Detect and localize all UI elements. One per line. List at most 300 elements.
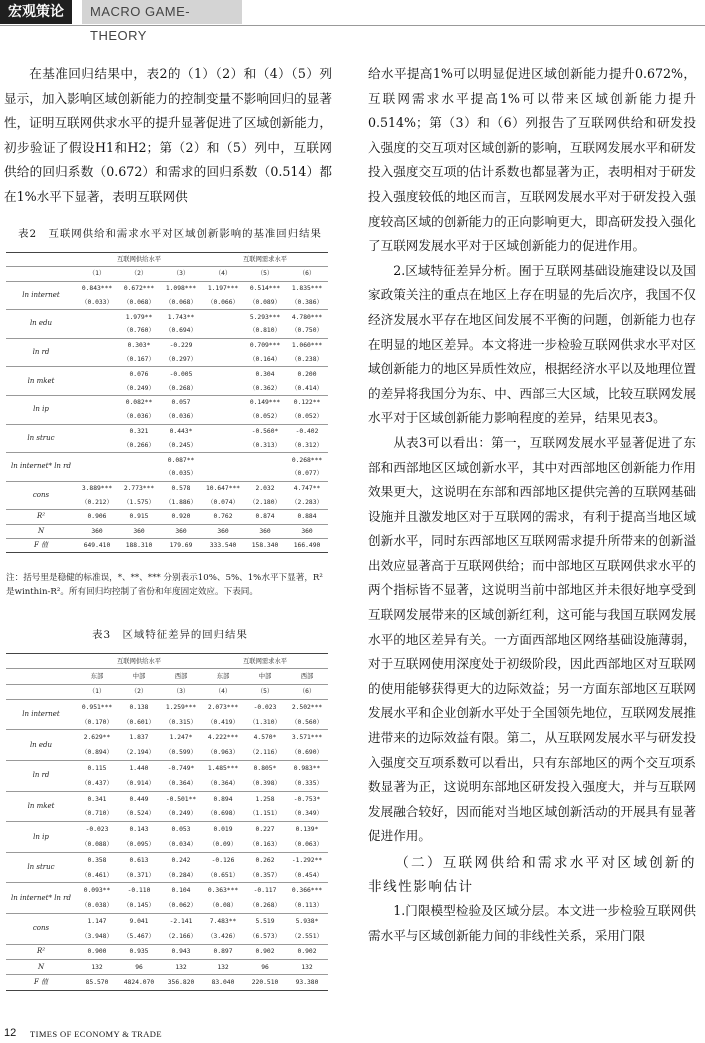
std-error-cell: （0.284） — [165, 871, 197, 879]
coefficient-cell: 0.578 — [160, 481, 202, 495]
std-error-cell: （0.362） — [249, 384, 281, 392]
stat-label: R² — [6, 510, 76, 524]
table-row — [6, 822, 328, 837]
coefficient-cell: 5.938* — [286, 914, 328, 929]
coefficient-cell: 4.747** — [286, 481, 328, 495]
std-error-cell: （0.066） — [207, 298, 239, 306]
row-label: cons — [6, 914, 76, 945]
std-error-cell: （2.194） — [123, 749, 155, 757]
table3-caption: 表3 区域特征差异的回归结果 — [92, 629, 248, 641]
coefficient-cell: 0.082** — [118, 395, 160, 409]
std-error-cell: （0.398） — [249, 779, 281, 787]
std-error-cell: （0.068） — [165, 298, 197, 306]
coefficient-cell: 0.093** — [76, 883, 118, 898]
std-error-cell: （2.283） — [291, 498, 323, 506]
std-error-cell: （2.180） — [249, 498, 281, 506]
table-column-header — [6, 267, 328, 281]
std-error-cell: （0.088） — [81, 840, 113, 848]
std-error-cell: （0.074） — [207, 498, 239, 506]
left-text — [4, 62, 332, 210]
page-header — [0, 0, 705, 43]
std-error-cell: （0.249） — [123, 384, 155, 392]
std-error-cell: （0.414） — [291, 384, 323, 392]
coefficient-cell: 0.104 — [160, 883, 202, 898]
coefficient-cell — [76, 395, 118, 409]
std-error-cell: （0.371） — [123, 871, 155, 879]
coefficient-cell: 0.613 — [118, 852, 160, 867]
std-error-cell: （1.575） — [123, 498, 155, 506]
coefficient-cell: 0.087** — [160, 453, 202, 467]
coefficient-cell: 1.147 — [76, 914, 118, 929]
std-error-cell: （0.113） — [291, 902, 323, 910]
stat-cell: 96 — [118, 959, 160, 974]
std-error-cell: （0.760） — [123, 327, 155, 335]
std-error-cell: （2.116） — [249, 749, 281, 757]
stat-cell: 188.310 — [118, 538, 160, 552]
stat-cell: 132 — [202, 959, 244, 974]
section-title-en: MACRO GAME-THEORY — [82, 0, 242, 24]
group-header: 互联网需求水平 — [202, 654, 328, 669]
std-error-cell: （0.914） — [123, 779, 155, 787]
std-error-cell — [76, 438, 118, 452]
std-error-cell: （0.963） — [207, 749, 239, 757]
coefficient-cell: 0.303* — [118, 338, 160, 352]
coefficient-cell: 10.647*** — [202, 481, 244, 495]
table-stat-row — [6, 975, 328, 990]
std-error-cell — [202, 324, 244, 338]
table-group-header — [6, 253, 328, 267]
coefficient-cell: 4.570* — [244, 730, 286, 745]
stat-cell: 360 — [244, 524, 286, 538]
coefficient-cell: 0.443* — [160, 424, 202, 438]
coefficient-cell: 0.143 — [118, 822, 160, 837]
std-error-cell: （1.886） — [165, 498, 197, 506]
coefficient-cell — [76, 367, 118, 381]
coefficient-cell: 1.197*** — [202, 281, 244, 295]
coefficient-cell: 7.483** — [202, 914, 244, 929]
coefficient-cell: 0.138 — [118, 699, 160, 714]
section-tag: 宏观策论 — [0, 0, 72, 24]
coefficient-cell: 4.780*** — [286, 310, 328, 324]
coefficient-cell: 0.843*** — [76, 281, 118, 295]
column-header: （5） — [244, 684, 286, 699]
std-error-cell — [202, 381, 244, 395]
header-rule — [0, 25, 705, 26]
table-row — [6, 424, 328, 438]
coefficient-cell: 0.709*** — [244, 338, 286, 352]
std-error-cell: （0.524） — [123, 810, 155, 818]
std-error-cell: （0.245） — [165, 441, 197, 449]
coefficient-cell: 0.363*** — [202, 883, 244, 898]
coefficient-cell: 0.019 — [202, 822, 244, 837]
std-error-cell: （0.077） — [291, 470, 323, 478]
std-error-cell: （0.335） — [291, 779, 323, 787]
group-header: 互联网需求水平 — [202, 253, 328, 267]
row-label: ln mket — [6, 367, 76, 396]
region-header: 中部 — [244, 669, 286, 684]
column-header: （6） — [286, 684, 328, 699]
stat-cell: 0.902 — [244, 944, 286, 959]
table3 — [6, 653, 328, 991]
stat-cell: 0.906 — [76, 510, 118, 524]
std-error-cell: （0.357） — [249, 871, 281, 879]
std-error-cell: （0.09） — [209, 840, 237, 848]
right-paragraph-3: 从表3可以看出：第一，互联网发展水平显著促进了东部和西部地区区域创新水平，其中对西部地区创新能力作用效果更大，这说明在东部和西部地区提供完善的互联网基础设施并且激发地区对于互联网的需求，有利于提高当地区域创新水平，同时东西部地区互联网需求提升所带来的创新溢出效应显著高于互联网供给；而中部地区互联网供求水平的两个指标皆不显著，这说明当前中部地区并未很好地享受到互联网发展带来的区域创新红利，这可能与我国互联网发展水平的地区差异有关。一方面西部地区网络基础设施薄弱，对于互联网使用深度处于初级阶段，因此西部地区对互联网的使用能够获得更大的边际效益；另一方面东部地区互联网发展水平和企业创新水平处于全国领先地位，互联网发展推进带来的边际效益有限。第二，从互联网发展水平与研发投入强度交互项系数可以看出，只有东部地区的两个交互项系数显著为正，这说明东部地区研发投入强度大，并与互联网发展融合较好，因而能对当地区域创新活动的开展具有显著促进作用。 — [368, 434, 696, 844]
section-heading: （二）互联网供给和需求水平对区域创新的非线性影响估计 — [368, 855, 696, 895]
stat-cell: 356.820 — [160, 975, 202, 990]
coefficient-cell: 0.227 — [244, 822, 286, 837]
journal-name: TIMES OF ECONOMY & TRADE — [30, 1029, 162, 1039]
coefficient-cell: 1.247* — [160, 730, 202, 745]
stat-cell: 0.897 — [202, 944, 244, 959]
stat-cell: 0.902 — [286, 944, 328, 959]
row-label: ln internet* ln rd — [6, 883, 76, 914]
coefficient-cell: 0.983** — [286, 761, 328, 776]
std-error-cell: （5.467） — [123, 932, 155, 940]
table-row — [6, 730, 328, 745]
coefficient-cell: 1.440 — [118, 761, 160, 776]
column-header: （4） — [202, 684, 244, 699]
stat-cell: 0.915 — [118, 510, 160, 524]
stat-cell: 83.040 — [202, 975, 244, 990]
column-header: （2） — [118, 684, 160, 699]
stat-cell: 0.884 — [286, 510, 328, 524]
std-error-cell — [202, 353, 244, 367]
right-text — [368, 62, 696, 948]
column-header: （3） — [160, 267, 202, 281]
coefficient-cell: 1.259*** — [160, 699, 202, 714]
coefficient-cell — [244, 453, 286, 467]
std-error-cell: （0.454） — [291, 871, 323, 879]
std-error-cell: （0.599） — [165, 749, 197, 757]
stat-cell: 85.570 — [76, 975, 118, 990]
stat-label: F 值 — [6, 538, 76, 552]
table-stat-row — [6, 524, 328, 538]
coefficient-cell: 0.341 — [76, 791, 118, 806]
coefficient-cell — [202, 310, 244, 324]
coefficient-cell: 0.262 — [244, 852, 286, 867]
row-label: ln edu — [6, 310, 76, 339]
coefficient-cell: 4.222*** — [202, 730, 244, 745]
coefficient-cell: 1.485*** — [202, 761, 244, 776]
std-error-cell — [76, 353, 118, 367]
coefficient-cell: -1.292** — [286, 852, 328, 867]
std-error-cell: （0.212） — [81, 498, 113, 506]
table-stat-row — [6, 538, 328, 552]
std-error-cell: （1.310） — [249, 718, 281, 726]
row-label: ln mket — [6, 791, 76, 822]
stat-cell: 0.900 — [76, 944, 118, 959]
std-error-cell: （0.266） — [123, 441, 155, 449]
std-error-cell: （0.750） — [291, 327, 323, 335]
right-paragraph-2: 2.区域特征差异分析。囿于互联网基础设施建设以及国家政策关注的重点在地区上存在明显的先后次序，我国不仅经济发展水平存在地区间发展不平衡的问题，创新能力也存在明显的地区差异。本文将进一步检验互联网供求水平对区域创新能力的地区异质性效应，根据经济水平以及地理位置的差异将我国分为东、中、西部三大区域，比较互联网发展水平对于区域创新能力影响程度的差异，结果见表3。 — [368, 262, 696, 426]
coefficient-cell: 2.073*** — [202, 699, 244, 714]
coefficient-cell: -0.749* — [160, 761, 202, 776]
std-error-cell — [76, 410, 118, 424]
std-error-cell: （0.063） — [291, 840, 323, 848]
table2-note: 注：括号里是稳健的标准误，*、**、*** 分别表示10%、5%、1%水平下显著，R²是winthin-R²。所有回归均控制了省份和年度固定效应。下表同。 — [6, 573, 323, 597]
coefficient-cell: 2.629** — [76, 730, 118, 745]
coefficient-cell: 1.098*** — [160, 281, 202, 295]
stat-cell: 0.874 — [244, 510, 286, 524]
std-error-cell — [76, 324, 118, 338]
stat-cell: 93.380 — [286, 975, 328, 990]
coefficient-cell: 3.571*** — [286, 730, 328, 745]
std-error-cell: （2.551） — [291, 932, 323, 940]
stat-cell: 0.935 — [118, 944, 160, 959]
std-error-cell: （0.268） — [165, 384, 197, 392]
table-row — [6, 481, 328, 495]
std-error-cell: （0.033） — [81, 298, 113, 306]
table-stub — [6, 253, 76, 267]
table2 — [6, 252, 328, 553]
column-header: （3） — [160, 684, 202, 699]
std-error-cell: （0.694） — [165, 327, 197, 335]
stat-cell: 4824.070 — [118, 975, 160, 990]
stat-cell: 220.510 — [244, 975, 286, 990]
region-header: 东部 — [76, 669, 118, 684]
coefficient-cell: 0.805* — [244, 761, 286, 776]
table-stub — [6, 684, 76, 699]
coefficient-cell: 2.773*** — [118, 481, 160, 495]
std-error-cell: （0.036） — [123, 413, 155, 421]
std-error-cell: （0.651） — [207, 871, 239, 879]
stat-cell: 0.943 — [160, 944, 202, 959]
table-row — [6, 310, 328, 324]
table-stat-row — [6, 510, 328, 524]
left-paragraph: 在基准回归结果中，表2的（1）（2）和（4）（5）列显示，加入影响区域创新能力的控制变量不影响回归的显著性，证明互联网供求水平的提升显著促进了区域创新能力，初步验证了假设H1和H2；第（2）和（5）列中，互联网供给的回归系数（0.672）和需求的回归系数（0.514）都在1%水平下显著，表明互联网供 — [4, 66, 332, 204]
coefficient-cell: 9.041 — [118, 914, 160, 929]
coefficient-cell: 0.514*** — [244, 281, 286, 295]
coefficient-cell: -0.753* — [286, 791, 328, 806]
coefficient-cell: -0.023 — [244, 699, 286, 714]
column-header: （6） — [286, 267, 328, 281]
table-row — [6, 395, 328, 409]
std-error-cell: （0.052） — [249, 413, 281, 421]
std-error-cell: （0.437） — [81, 779, 113, 787]
row-label: ln edu — [6, 730, 76, 761]
std-error-cell: （0.894） — [81, 749, 113, 757]
coefficient-cell: 0.894 — [202, 791, 244, 806]
coefficient-cell: 1.060*** — [286, 338, 328, 352]
stat-label: F 值 — [6, 975, 76, 990]
std-error-cell: （0.145） — [123, 902, 155, 910]
coefficient-cell: -0.005 — [160, 367, 202, 381]
std-error-cell: （0.419） — [207, 718, 239, 726]
group-header: 互联网供给水平 — [76, 253, 202, 267]
row-label: ln rd — [6, 761, 76, 792]
coefficient-cell: -0.110 — [118, 883, 160, 898]
coefficient-cell: 0.268*** — [286, 453, 328, 467]
coefficient-cell — [202, 338, 244, 352]
coefficient-cell: 1.979** — [118, 310, 160, 324]
table-row — [6, 761, 328, 776]
stat-label: N — [6, 959, 76, 974]
std-error-cell — [202, 410, 244, 424]
coefficient-cell — [202, 424, 244, 438]
coefficient-cell: 1.837 — [118, 730, 160, 745]
coefficient-cell: 1.743** — [160, 310, 202, 324]
table-stub — [6, 267, 76, 281]
table2-caption: 表2 互联网供给和需求水平对区域创新影响的基准回归结果 — [18, 228, 322, 240]
table-stat-row — [6, 944, 328, 959]
stat-cell: 132 — [286, 959, 328, 974]
table-row — [6, 883, 328, 898]
coefficient-cell: 0.122** — [286, 395, 328, 409]
std-error-cell: （0.315） — [165, 718, 197, 726]
row-label: ln internet — [6, 281, 76, 310]
stat-label: N — [6, 524, 76, 538]
std-error-cell: （0.313） — [249, 441, 281, 449]
coefficient-cell: 5.293*** — [244, 310, 286, 324]
stat-cell: 132 — [160, 959, 202, 974]
table-row — [6, 453, 328, 467]
table-row — [6, 281, 328, 295]
std-error-cell: （0.062） — [165, 902, 197, 910]
coefficient-cell: 0.242 — [160, 852, 202, 867]
std-error-cell: （0.038） — [81, 902, 113, 910]
row-label: ln struc — [6, 852, 76, 883]
std-error-cell: （0.601） — [123, 718, 155, 726]
std-error-cell: （0.349） — [291, 810, 323, 818]
std-error-cell: （6.573） — [249, 932, 281, 940]
row-label: ln rd — [6, 338, 76, 367]
column-header: （4） — [202, 267, 244, 281]
table-row — [6, 852, 328, 867]
std-error-cell: （3.948） — [81, 932, 113, 940]
coefficient-cell: 0.115 — [76, 761, 118, 776]
std-error-cell: （0.163） — [249, 840, 281, 848]
coefficient-cell: -0.229 — [160, 338, 202, 352]
coefficient-cell: 2.502*** — [286, 699, 328, 714]
std-error-cell: （0.164） — [249, 355, 281, 363]
std-error-cell — [202, 438, 244, 452]
region-header: 西部 — [160, 669, 202, 684]
stat-cell: 360 — [76, 524, 118, 538]
row-label: ln ip — [6, 395, 76, 424]
coefficient-cell: 0.139* — [286, 822, 328, 837]
std-error-cell: （0.560） — [291, 718, 323, 726]
table-group-header — [6, 654, 328, 669]
coefficient-cell — [202, 395, 244, 409]
std-error-cell: （0.068） — [123, 298, 155, 306]
table-stat-row — [6, 959, 328, 974]
coefficient-cell: 2.032 — [244, 481, 286, 495]
column-header: （5） — [244, 267, 286, 281]
std-error-cell — [244, 467, 286, 481]
std-error-cell: （0.08） — [209, 902, 237, 910]
stat-cell: 166.490 — [286, 538, 328, 552]
table-row — [6, 914, 328, 929]
stat-cell: 360 — [286, 524, 328, 538]
std-error-cell: （0.035） — [165, 470, 197, 478]
std-error-cell: （0.364） — [165, 779, 197, 787]
std-error-cell: （0.698） — [207, 810, 239, 818]
coefficient-cell — [118, 453, 160, 467]
coefficient-cell: 0.366*** — [286, 883, 328, 898]
std-error-cell: （0.034） — [165, 840, 197, 848]
coefficient-cell: 0.057 — [160, 395, 202, 409]
coefficient-cell: 0.304 — [244, 367, 286, 381]
coefficient-cell: 0.149*** — [244, 395, 286, 409]
row-label: ln struc — [6, 424, 76, 453]
row-label: ln internet — [6, 699, 76, 730]
coefficient-cell — [76, 310, 118, 324]
table-stub — [6, 654, 76, 669]
std-error-cell: （0.810） — [249, 327, 281, 335]
column-header: （1） — [76, 267, 118, 281]
coefficient-cell: 0.076 — [118, 367, 160, 381]
table-column-header — [6, 684, 328, 699]
table-row — [6, 338, 328, 352]
stat-cell: 96 — [244, 959, 286, 974]
coefficient-cell: -2.141 — [160, 914, 202, 929]
stat-label: R² — [6, 944, 76, 959]
coefficient-cell — [202, 367, 244, 381]
column-header: （2） — [118, 267, 160, 281]
std-error-cell: （0.364） — [207, 779, 239, 787]
coefficient-cell — [202, 453, 244, 467]
coefficient-cell: 0.358 — [76, 852, 118, 867]
coefficient-cell: -0.117 — [244, 883, 286, 898]
right-paragraph-4: 1.门限模型检验及区域分层。本文进一步检验互联网供需水平与区域创新能力间的非线性关系，采用门限 — [368, 903, 696, 943]
stat-cell: 179.69 — [160, 538, 202, 552]
std-error-cell: （0.052） — [291, 413, 323, 421]
std-error-cell: （0.095） — [123, 840, 155, 848]
std-error-cell: （3.426） — [207, 932, 239, 940]
stat-cell: 360 — [118, 524, 160, 538]
coefficient-cell: 0.053 — [160, 822, 202, 837]
std-error-cell: （1.151） — [249, 810, 281, 818]
group-header: 互联网供给水平 — [76, 654, 202, 669]
table-row — [6, 791, 328, 806]
std-error-cell: （0.461） — [81, 871, 113, 879]
stat-cell: 360 — [160, 524, 202, 538]
region-header: 中部 — [118, 669, 160, 684]
std-error-cell: （0.268） — [249, 902, 281, 910]
coefficient-cell: 3.889*** — [76, 481, 118, 495]
table-stub — [6, 669, 76, 684]
column-header: （1） — [76, 684, 118, 699]
std-error-cell: （0.089） — [249, 298, 281, 306]
coefficient-cell: 0.672*** — [118, 281, 160, 295]
coefficient-cell: -0.023 — [76, 822, 118, 837]
region-header: 东部 — [202, 669, 244, 684]
coefficient-cell: 0.449 — [118, 791, 160, 806]
std-error-cell — [118, 467, 160, 481]
table-row — [6, 367, 328, 381]
row-label: ln ip — [6, 822, 76, 853]
coefficient-cell: 1.835*** — [286, 281, 328, 295]
region-header: 西部 — [286, 669, 328, 684]
stat-cell: 649.410 — [76, 538, 118, 552]
coefficient-cell: 5.519 — [244, 914, 286, 929]
coefficient-cell: -0.501** — [160, 791, 202, 806]
table-row — [6, 699, 328, 714]
std-error-cell: （0.297） — [165, 355, 197, 363]
std-error-cell: （0.167） — [123, 355, 155, 363]
std-error-cell: （0.312） — [291, 441, 323, 449]
page-number: 12 — [4, 1027, 17, 1039]
row-label: cons — [6, 481, 76, 510]
page-footer — [0, 1026, 705, 1043]
coefficient-cell: 0.321 — [118, 424, 160, 438]
std-error-cell: （0.386） — [291, 298, 323, 306]
coefficient-cell: -0.126 — [202, 852, 244, 867]
stat-cell: 0.920 — [160, 510, 202, 524]
std-error-cell: （2.166） — [165, 932, 197, 940]
std-error-cell — [76, 467, 118, 481]
